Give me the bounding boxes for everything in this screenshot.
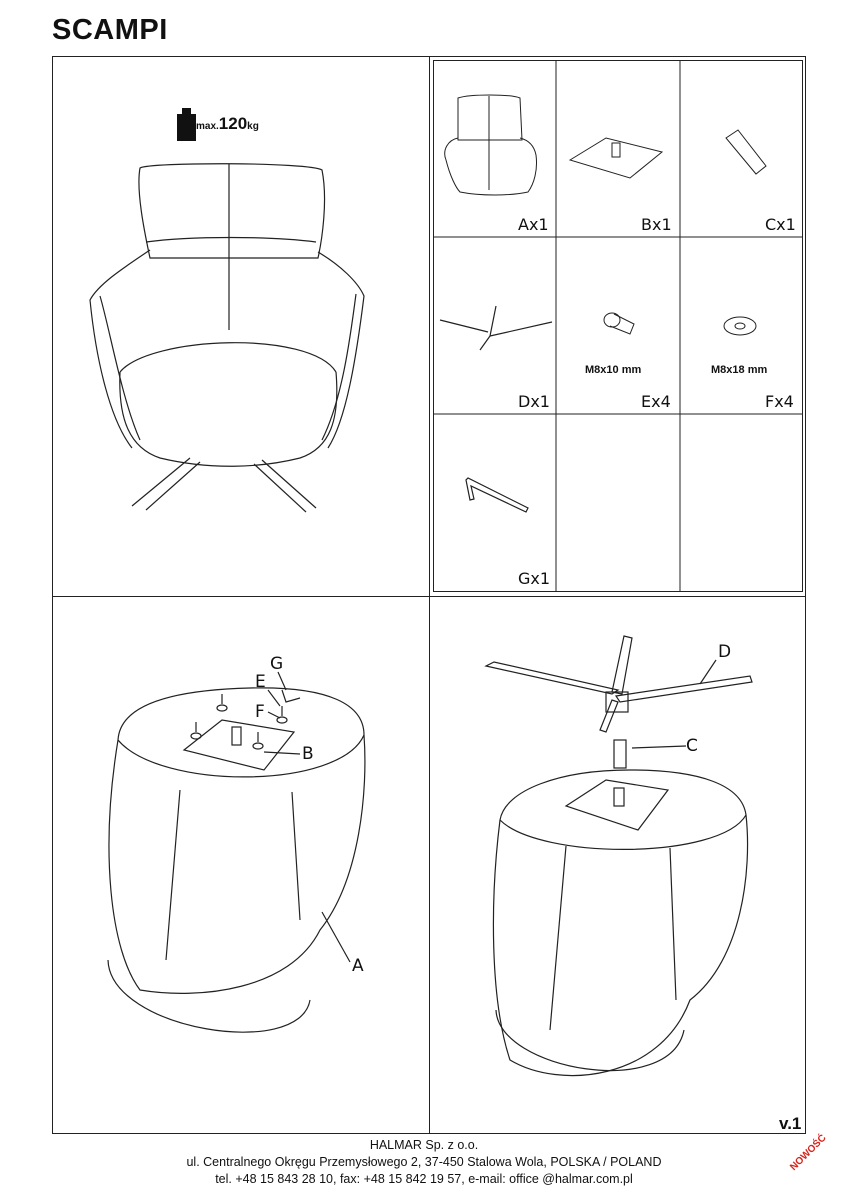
part-g-label: Gx1 (518, 569, 551, 588)
step1-callout-a: A (352, 956, 364, 976)
part-f-size: M8x18 mm (711, 364, 768, 376)
step1-callout-b: B (302, 744, 314, 764)
step1-callout-f: F (255, 702, 265, 722)
part-d-label: Dx1 (518, 392, 550, 411)
max-load-unit: kg (247, 121, 259, 132)
step1-callout-e: E (255, 672, 266, 692)
part-e-label: Ex4 (641, 392, 671, 411)
footer-contact: tel. +48 15 843 28 10, fax: +48 15 842 19 57, e-mail: office @halmar.com.pl (215, 1172, 633, 1186)
part-c-label: Cx1 (765, 215, 796, 234)
part-a-label: Ax1 (518, 215, 549, 234)
footer-address: ul. Centralnego Okręgu Przemysłowego 2, 37-450 Stalowa Wola, POLSKA / POLAND (186, 1155, 662, 1169)
new-badge: NOWOŚĆ (788, 1132, 829, 1173)
product-title: SCAMPI (52, 14, 168, 46)
max-load-value: 120 (218, 114, 248, 133)
step1-callout-g: G (270, 654, 284, 674)
footer-company: HALMAR Sp. z o.o. (369, 1138, 479, 1152)
part-f-label: Fx4 (765, 392, 794, 411)
step2-callout-c: C (686, 736, 698, 756)
max-load-prefix: max. (196, 121, 219, 132)
version-label: v.1 (779, 1114, 802, 1133)
part-e-size: M8x10 mm (585, 364, 642, 376)
part-b-label: Bx1 (641, 215, 672, 234)
step2-callout-d: D (718, 642, 732, 662)
